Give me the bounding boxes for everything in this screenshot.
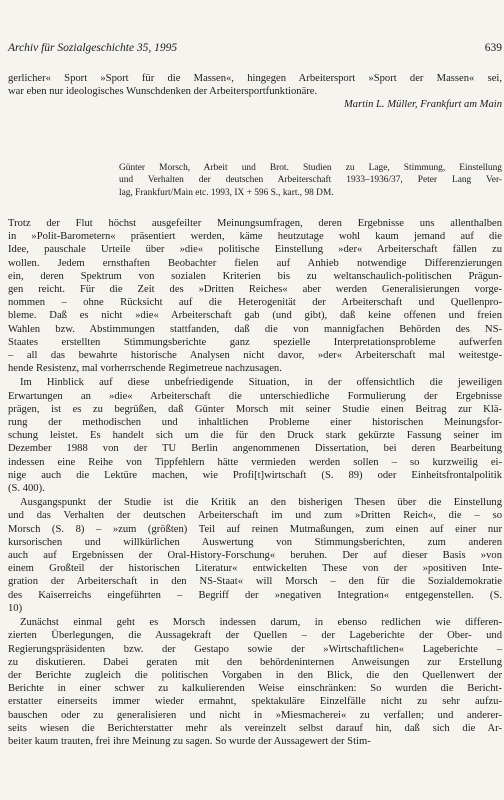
paragraph: [8, 217, 502, 375]
journal-title: Archiv für Sozialgeschichte 35, 1995: [8, 42, 178, 54]
citation-line: und Verhalten der deutschen Arbeiterschaft 1933–1936/37, Peter Lang Ver-: [119, 175, 502, 186]
text-line: rung der methodischen und inhaltlichen Probleme einer historischen Meinungsfor-: [8, 417, 502, 429]
paragraph: [8, 376, 502, 495]
text-line: nommen – ohne Rücksicht auf die Heterogenität der Arbeiterschaft und Quellenpro-: [8, 297, 502, 309]
text-line: des Kaiserreichs eingeführten – Begriff der »negativen Integration« entgegenstellen. (S.: [8, 589, 502, 601]
text-line: gen reicht. Für die Zeit des »Dritten Reiches« aber werden Generalisierungen vorge-: [8, 284, 502, 296]
text-line: einem Großteil der historischen Literatur« entwickelten These von der »positiven Inte-: [8, 563, 502, 575]
text-line: (S. 400).: [8, 483, 45, 495]
text-line: zu diskutieren. Dabei geraten mit den behördeninternen Anweisungen zur Erstellung: [8, 656, 502, 668]
reviewer-signature: Martin L. Müller, Frankfurt am Main: [343, 99, 502, 111]
text-line: Staates erstellten Stimmungsberichte ganz spezielle Interpretationsprobleme aufwerfen: [8, 336, 502, 348]
text-line: der Berichte zugleich die politischen Vorgaben in den Blick, die den Quellenwert der: [8, 669, 502, 681]
text-line: und das Verhalten der deutschen Arbeiterschaft im und zum »Dritten Reich«, die – so: [8, 510, 502, 522]
paragraph: [8, 496, 502, 615]
text-line: erstatter einerseits immer wieder ermahnt, spektakuläre Einzelfälle nicht zu sehr aufzu-: [8, 696, 502, 708]
running-header: [8, 42, 502, 58]
text-line: gration der Arbeiterschaft in den NS-Staat« will Morsch – den für die Sozialdemokratie: [8, 576, 502, 588]
citation-line: Günter Morsch, Arbeit und Brot. Studien zu Lage, Stimmung, Einstellung: [119, 163, 502, 173]
text-line: war eben nur ideologisches Wunschdenken der Arbeitersportfunktionäre.: [8, 86, 318, 98]
text-line: Berichte in einer schwer zu kalkulierenden Weise einschränken: So wurden die Bericht-: [8, 683, 502, 695]
page-number: 639: [484, 42, 502, 54]
text-line: wollen. Jedem ernsthaften Beobachter fielen auf Anhieb notwendige Differenzierungen: [8, 257, 502, 269]
text-line: beiter kaum trauten, frei ihre Meinung zu sagen. So wurde der Aussagewert der Stim-: [8, 735, 371, 747]
text-line: auch auf Ergebnissen der Oral-History-Forschung« beruhen. Der auf dieser Basis »von: [8, 550, 502, 562]
text-line: prägen, ist es zu begrüßen, daß Günter Morsch mit seiner Studie einen Beitrag zur Klä-: [8, 403, 502, 415]
text-line: gerlicher« Sport »Sport für die Massen«, hingegen Arbeitersport »Sport der Massen« sei,: [8, 73, 502, 84]
text-line: in »Polit-Barometern« präsentiert werden, käme heutzutage wohl kaum jemand auf die: [8, 231, 502, 243]
text-line: seits wiesen die Berichterstatter mehr als vereinzelt selbst darauf hin, daß sich die Ar-: [8, 722, 502, 734]
paragraph: [8, 616, 502, 748]
text-line: bleme. Daß es nicht »die« Arbeiterschaft gab (und gibt), daß keine offenen und freien: [8, 310, 502, 322]
text-line: 10): [8, 602, 23, 614]
citation-line: lag, Frankfurt/Main etc. 1993, IX + 596 S., kart., 98 DM.: [119, 187, 334, 198]
book-citation: [119, 162, 502, 199]
text-line: Idee, pauschale Urteile über »die« politische Einstellung »der« Arbeiterschaft fällen zu: [8, 244, 502, 256]
text-line: nige auch die Lektüre machen, wie Profi[t]wirtschaft (S. 89) oder Einheitsfrontalpolitik: [8, 469, 502, 481]
text-line: bauschen oder zu generalisieren und nicht in »Miesmacherei« zu verfallen; und anderer-: [8, 709, 502, 721]
text-line: schung leistet. Es handelt sich um die für den Druck stark gekürzte Fassung seiner im: [8, 430, 502, 442]
text-line: Zunächst einmal geht es Morsch indessen darum, in ebenso redlichen wie differen-: [20, 617, 502, 629]
text-line: Im Hinblick auf diese unbefriedigende Situation, in der offensichtlich die jeweiligen: [20, 377, 502, 389]
text-line: – all das bewahrte historische Analysen nicht davor, »der« Arbeiterschaft mal weitestge-: [8, 350, 502, 362]
text-line: Morsch (S. 8) – »zum (größten) Teil auf reinen Mutmaßungen, zum einen auf einer nur: [8, 523, 502, 535]
text-line: Dezember 1988 von der TU Berlin angenommenen Dissertation, bei deren Bearbeitung: [8, 443, 502, 455]
text-line: indessen eine Reihe von Tippfehlern hätte vermieden werden sollen – so kurzweilig ei-: [8, 456, 502, 468]
review-body: [8, 217, 502, 749]
text-line: Erwartungen an »die« Arbeiterschaft die unterschiedliche Formulierung der Ergebnisse: [8, 390, 502, 402]
text-line: Ausgangspunkt der Studie ist die Kritik an den bisherigen Thesen über die Einstellung: [20, 497, 502, 509]
text-line: Trotz der Flut höchst ausgefeilter Meinungsumfragen, deren Ergebnisse uns allenthalben: [8, 218, 502, 229]
text-line: zierten Überlegungen, die Aussagekraft der Quellen – der Lageberichte der Ober- und: [8, 630, 502, 642]
previous-review-ending: [8, 72, 502, 112]
text-line: Regierungspräsidenten bzw. der Gestapo sowie der »Wirtschaftlichen« Lageberichte –: [8, 643, 502, 655]
text-line: kursorischen und willkürlichen Auswertung von Stimmungsberichten, zum anderen: [8, 536, 502, 548]
text-line: Wahlen bzw. Abstimmungen stattfanden, daß die von mannigfachen Behörden des NS-: [8, 323, 502, 335]
text-line: hende Resistenz, mal vorherrschende Regimetreue nachzusagen.: [8, 363, 282, 375]
text-line: ein, deren Spektrum von sozialen Kriterien bis zu weltanschaulich-politischen Prägun-: [8, 270, 502, 282]
